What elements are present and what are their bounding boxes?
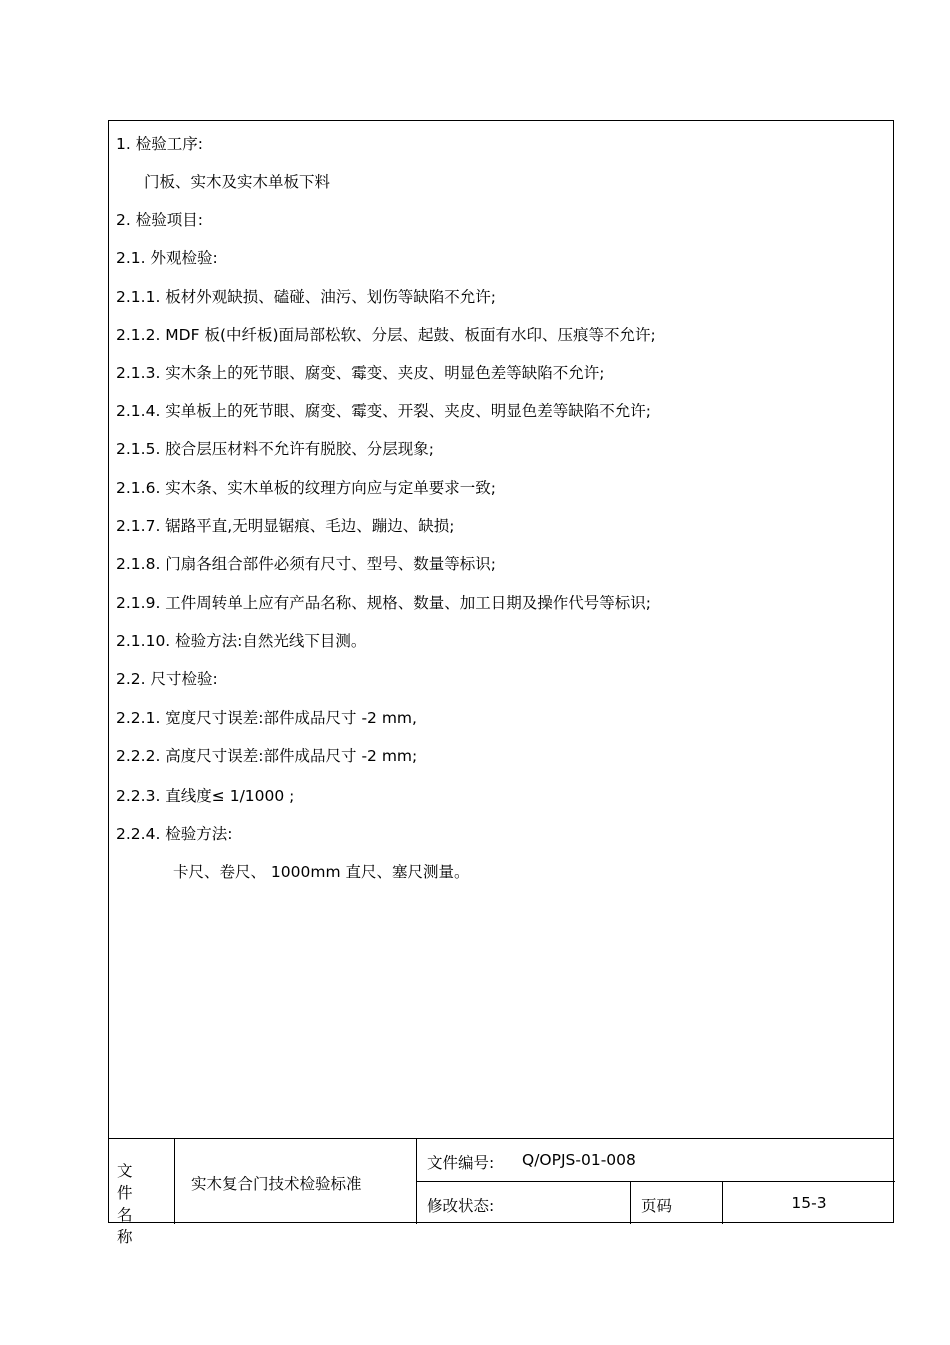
item-2-1-1: 2.1.1. 板材外观缺损、磕碰、油污、划伤等缺陷不允许; <box>116 288 497 306</box>
label-line-2: 名称 <box>117 1206 143 1246</box>
revision-status-label: 修改状态: <box>427 1197 495 1215</box>
doc-number-label: 文件编号: <box>427 1154 495 1172</box>
item-2-2-2: 2.2.2. 高度尺寸误差:部件成品尺寸 -2 mm; <box>116 747 418 765</box>
page-label: 页码 <box>641 1197 673 1215</box>
section-1-heading: 1. 检验工序: <box>116 135 203 153</box>
document-footer-table <box>109 1138 893 1246</box>
item-2-1-3: 2.1.3. 实木条上的死节眼、腐变、霉变、夹皮、明显色差等缺陷不允许; <box>116 364 605 382</box>
section-2-1-heading: 2.1. 外观检验: <box>116 249 218 267</box>
divider <box>417 1181 895 1182</box>
divider <box>174 1139 175 1224</box>
measure-tools-text: 卡尺、卷尺、 1000mm 直尺、塞尺测量。 <box>173 863 470 881</box>
divider <box>630 1181 631 1224</box>
document-name-label <box>117 1160 163 1248</box>
label-line-1: 文件 <box>117 1162 143 1202</box>
item-2-1-5: 2.1.5. 胶合层压材料不允许有脱胶、分层现象; <box>116 440 435 458</box>
item-2-1-6: 2.1.6. 实木条、实木单板的纹理方向应与定单要求一致; <box>116 479 497 497</box>
item-2-1-10: 2.1.10. 检验方法:自然光线下目测。 <box>116 632 367 650</box>
item-2-1-7: 2.1.7. 锯路平直,无明显锯痕、毛边、蹦边、缺损; <box>116 517 455 535</box>
item-2-1-9: 2.1.9. 工件周转单上应有产品名称、规格、数量、加工日期及操作代号等标识; <box>116 594 652 612</box>
document-frame <box>108 120 894 1246</box>
process-text: 门板、实木及实木单板下料 <box>144 173 331 191</box>
item-2-2-1: 2.2.1. 宽度尺寸误差:部件成品尺寸 -2 mm, <box>116 709 417 727</box>
item-2-1-2: 2.1.2. MDF 板(中纤板)面局部松软、分层、起鼓、板面有水印、压痕等不允许; <box>116 326 656 344</box>
item-2-2-4: 2.2.4. 检验方法: <box>116 825 233 843</box>
section-2-2-heading: 2.2. 尺寸检验: <box>116 670 218 688</box>
section-2-heading: 2. 检验项目: <box>116 211 203 229</box>
item-2-2-3: 2.2.3. 直线度≤ 1/1000 ; <box>116 787 295 805</box>
document-body <box>109 121 893 1139</box>
item-2-1-8: 2.1.8. 门扇各组合部件必须有尺寸、型号、数量等标识; <box>116 555 497 573</box>
document-name: 实木复合门技术检验标准 <box>191 1175 362 1193</box>
page-number: 15-3 <box>791 1194 827 1212</box>
item-2-1-4: 2.1.4. 实单板上的死节眼、腐变、霉变、开裂、夹皮、明显色差等缺陷不允许; <box>116 402 652 420</box>
doc-number-value: Q/OPJS-01-008 <box>522 1151 636 1169</box>
